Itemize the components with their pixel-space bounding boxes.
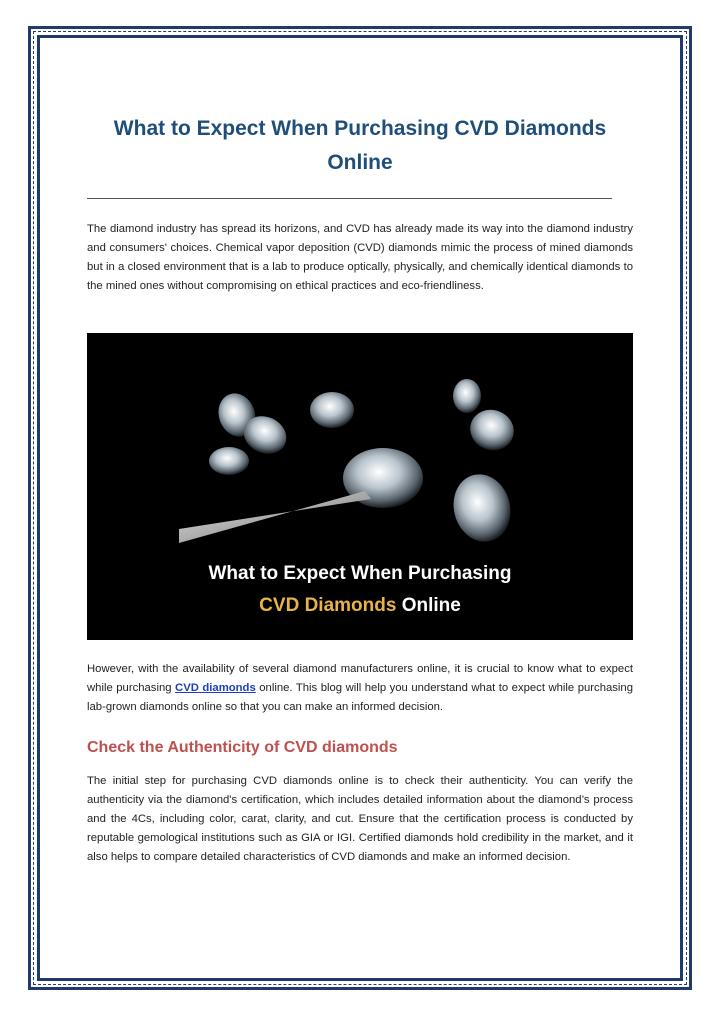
- purchase-text-after: online. This blog will help you understand what to expect while purchasing lab-grown diamonds online so that you can make an informed decision.: [87, 682, 633, 713]
- hero-caption-accent: CVD Diamonds: [259, 595, 397, 616]
- diamond-4: [310, 392, 354, 428]
- authenticity-paragraph: The initial step for purchasing CVD diamonds online is to check their authenticity. You can verify the authenticity via the diamond's certification, which includes detailed information about the diamond’s process and the 4Cs, including color, carat, clarity, and cut. Ensure that the certification process is conducted by reputable gemological institutions such as GIA or IGI. Certified diamonds hold credibility in the market, and it also helps to compare detailed characteristics of CVD diamonds and make an informed decision.: [87, 775, 633, 863]
- purchase-text-before: However, with the availability of several diamond manufacturers online, it is crucial to know what to expect while purchasing: [87, 663, 633, 694]
- page-title: What to Expect When Purchasing CVD Diamonds Online: [113, 117, 607, 174]
- purchase-paragraph: [87, 660, 633, 717]
- hero-caption-rest: Online: [396, 595, 461, 616]
- cvd-diamonds-link[interactable]: CVD diamonds: [175, 682, 256, 694]
- hero-caption-line2: [87, 595, 633, 617]
- hero-caption-line1: What to Expect When Purchasing: [208, 563, 512, 584]
- diamonds-illustration: [87, 333, 633, 640]
- diamond-7: [464, 404, 519, 457]
- diamond-3: [209, 447, 249, 475]
- intro-paragraph: The diamond industry has spread its horizons, and CVD has already made its way into the diamond industry and consumers' choices. Chemical vapor deposition (CVD) diamonds mimic the process of mined diamonds but in a closed environment that is a lab to produce optically, physically, and chemically identical diamonds to the mined ones without compromising on ethical practices and eco-friendliness.: [87, 223, 633, 292]
- hero-image: [87, 333, 633, 640]
- diamond-8: [446, 468, 518, 548]
- section-heading: Check the Authenticity of CVD diamonds: [87, 739, 398, 756]
- title-divider: [87, 198, 612, 199]
- diamond-6: [453, 379, 481, 413]
- tweezers: [179, 491, 371, 543]
